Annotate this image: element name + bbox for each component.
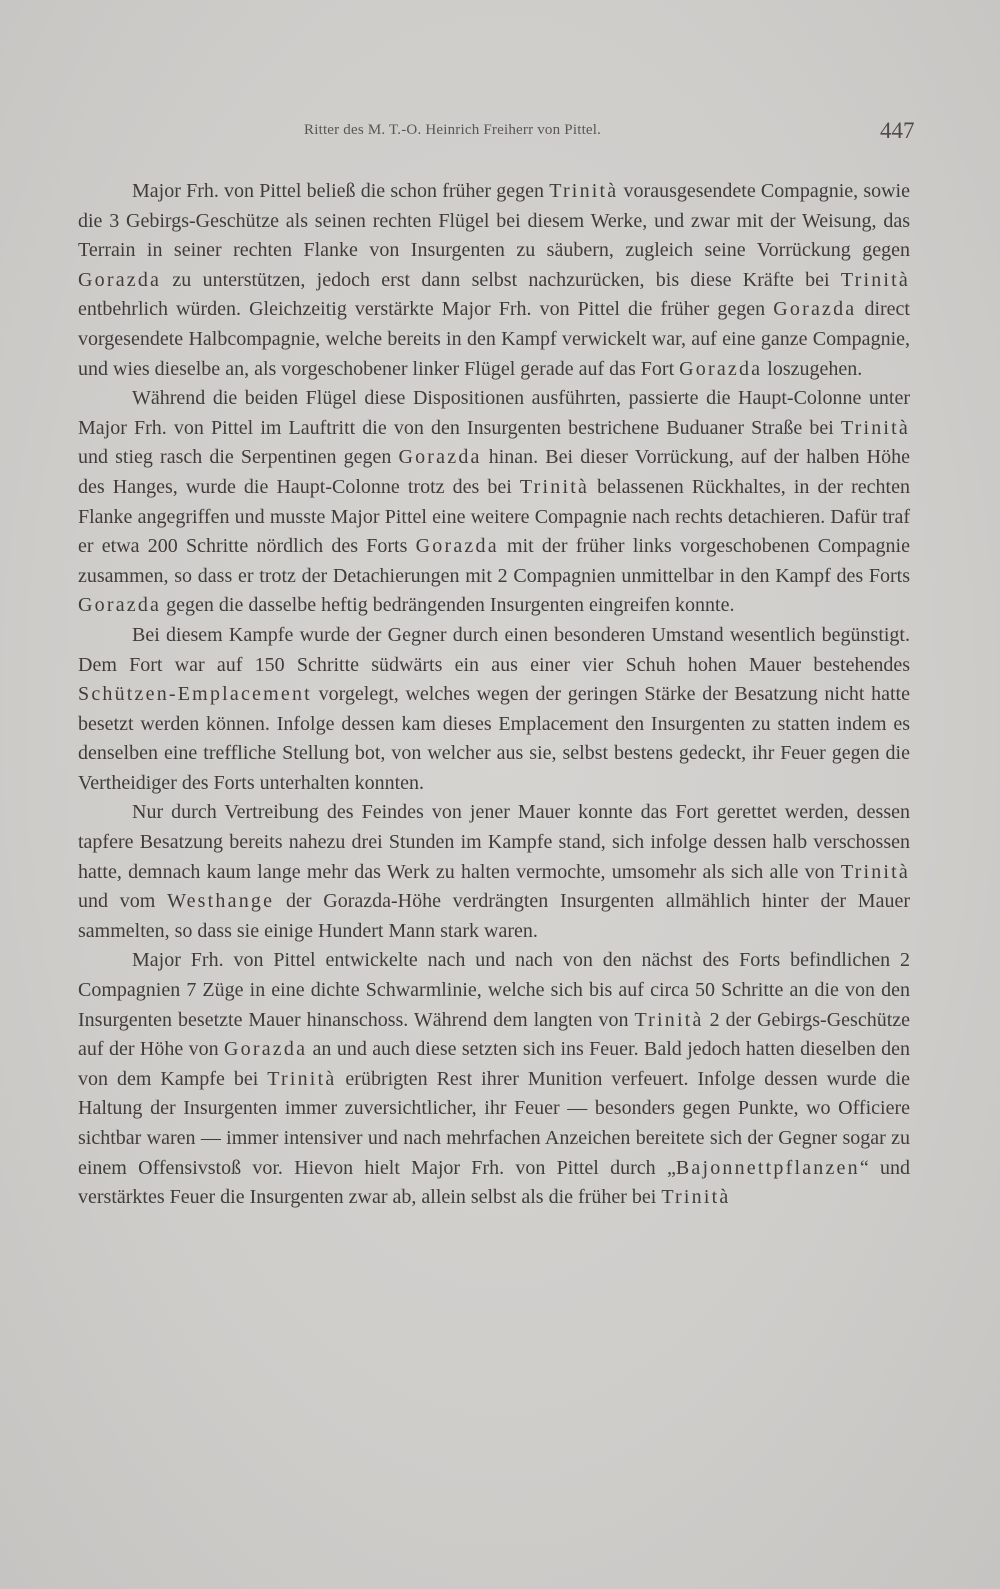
- running-head: Ritter des M. T.-O. Heinrich Freiherr von Pittel.: [304, 122, 602, 138]
- paragraph-5: Major Frh. von Pittel entwickelte nach und nach von den nächst des Forts befindlichen 2 Compagnien 7 Züge in eine dichte Schwarmlinie, welche sich bis auf circa 50 Schritte an die von den Insurgenten besetzte Mauer hinanschoss. Während dem langten von Trinità 2 der Gebirgs-Geschütze auf der Höhe von Gorazda an und auch diese setzten sich ins Feuer. Bald jedoch hatten dieselben den von dem Kampfe bei Trinità erübrigten Rest ihrer Munition verfeuert. Infolge dessen wurde die Haltung der Insurgenten immer zuversichtlicher, ihr Feuer — besonders gegen Punkte, wo Officiere sichtbar waren — immer intensiver und nach mehrfachen Anzeichen bereitete sich der Gegner sogar zu einem Offensivstoß vor. Hievon hielt Major Frh. von Pittel durch „Bajonnettpflanzen“ und verstärktes Feuer die Insurgenten zwar ab, allein selbst als die früher bei Trinità: [78, 949, 911, 1209]
- page-number: 447: [880, 118, 915, 143]
- paragraph-1: Major Frh. von Pittel beließ die schon früher gegen Trinità vorausgesendete Compagnie, sowie die 3 Gebirgs-Geschütze als seinen rechten Flügel bei diesem Werke, und zwar mit der Weisung, das Terrain in seiner rechten Flanke von Insurgenten zu säubern, zugleich seine Vorrückung gegen Gorazda zu unterstützen, jedoch erst dann selbst nachzurücken, bis diese Kräfte bei Trinità entbehrlich würden. Gleichzeitig verstärkte Major Frh. von Pittel die früher gegen Gorazda direct vorgesendete Halbcompagnie, welche bereits in den Kampf verwickelt war, auf eine ganze Compagnie, und wies dieselbe an, als vorgeschobener linker Flügel gerade auf das Fort Gorazda loszugehen.: [78, 180, 910, 380]
- paragraph-4: Nur durch Vertreibung des Feindes von jener Mauer konnte das Fort gerettet werden, dessen tapfere Besatzung bereits nahezu drei Stunden im Kampfe stand, sich infolge dessen halb verschossen hatte, demnach kaum lange mehr das Werk zu halten vermochte, umsomehr als sich alle von Trinità und vom Westhange der Gorazda-Höhe verdrängten Insurgenten allmählich hinter der Mauer sammelten, so dass sie einige Hundert Mann stark waren.: [78, 801, 910, 942]
- paragraph-3: Bei diesem Kampfe wurde der Gegner durch einen besonderen Umstand wesentlich begünstigt. Dem Fort war auf 150 Schritte südwärts ein aus einer vier Schuh hohen Mauer bestehendes Schützen-Emplacement vorgelegt, welches wegen der geringen Stärke der Besatzung nicht hatte besetzt werden können. Infolge dessen kam dieses Emplacement den Insurgenten zu statten indem es denselben eine treffliche Stellung bot, von welcher aus sie, selbst bestens gedeckt, ihr Feuer gegen die Vertheidiger des Forts unterhalten konnten.: [78, 623, 910, 794]
- body-text: [78, 177, 910, 1213]
- paragraph-2: Während die beiden Flügel diese Dispositionen ausführten, passierte die Haupt-Colonne unter Major Frh. von Pittel im Lauftritt die von den Insurgenten bestrichene Buduaner Straße bei Trinità und stieg rasch die Serpentinen gegen Gorazda hinan. Bei dieser Vorrückung, auf der halben Höhe des Hanges, wurde die Haupt-Colonne trotz des bei Trinità belassenen Rückhaltes, in der rechten Flanke angegriffen und musste Major Pittel eine weitere Compagnie nach rechts detachieren. Dafür traf er etwa 200 Schritte nördlich des Forts Gorazda mit der früher links vorgeschobenen Compagnie zusammen, so dass er trotz der Detachierungen mit 2 Compagnien unmittelbar in den Kampf des Forts Gorazda gegen die dasselbe heftig bedrängenden Insurgenten eingreifen konnte.: [78, 387, 911, 617]
